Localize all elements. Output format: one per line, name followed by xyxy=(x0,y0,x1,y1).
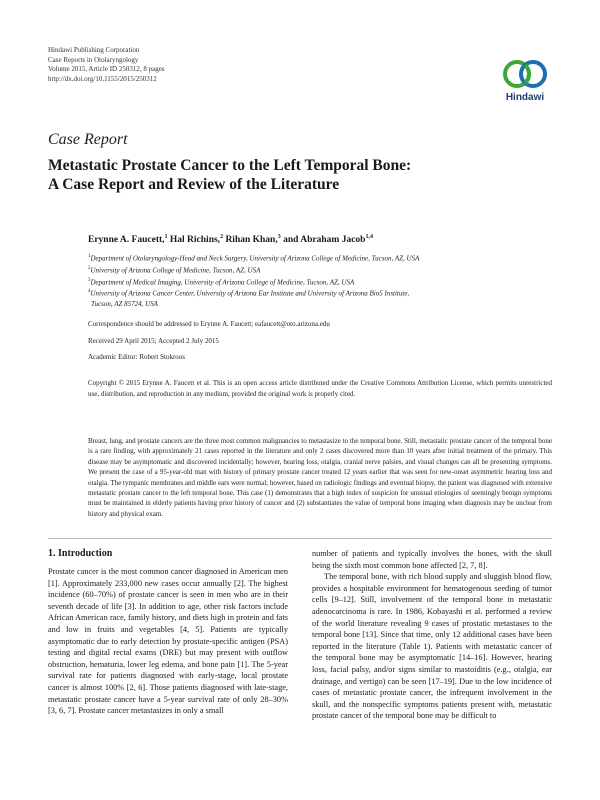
volume-info: Volume 2015, Article ID 250312, 8 pages xyxy=(48,65,165,73)
affiliation-list xyxy=(88,252,558,310)
affiliation-item: Tucson, AZ 85724, USA xyxy=(91,300,158,309)
doi-link[interactable]: http://dx.doi.org/10.1155/2015/250312 xyxy=(48,74,157,83)
journal-header xyxy=(48,46,165,84)
article-title xyxy=(48,156,528,194)
affiliation-item: $^3$Department of Medical Imaging, University of Arizona College of Medicine, Tucson, AZ, USA xyxy=(88,277,355,286)
abstract: Breast, lung, and prostate cancers are the three most common malignancies to metastasize to the temporal bone. Still, metastatic prostate cancer of the temporal bone is a rare finding, with approximately 21 cases reported in the literature and only 2 cases discovered more than 10 years after initial treatment of the primary. This disease may be asymptomatic and discovered incidentally; however, hearing loss, otalgia, cranial nerve palsies, and visual changes can all be presenting symptoms. We present the case of a 95-year-old man with history of primary prostate cancer treated 12 years earlier that was seen for new-onset asymmetric hearing loss and otalgia. The tympanic membranes and middle ears were normal; however, based on radiologic findings and eventual biopsy, the patient was diagnosed with extensive metastatic prostate cancer to the left temporal bone. This case (1) demonstrates that a high index of suspicion for unusual etiologies of seemingly benign symptoms must be maintained in elderly patients having prior history of cancer and (2) substantiates the value of temporal bone imaging when diagnosis may be unclear from history and physical exam. xyxy=(88,437,552,518)
academic-editor: Academic Editor: Robert Stokroos xyxy=(88,353,186,361)
author-name: Hal Richins, xyxy=(169,235,221,246)
correspondence-note: Correspondence should be addressed to Erynne A. Faucett; eafaucett@oto.arizona.edu xyxy=(88,320,330,328)
body-column-right xyxy=(312,548,552,722)
journal-name: Case Reports in Otolaryngology xyxy=(48,55,139,64)
copyright-notice: Copyright © 2015 Erynne A. Faucett et al. This is an open access article distributed under the Creative Commons Attribution License, which permits unrestricted use, distribution, and reproduction in any medium, provided the original work is properly cited. xyxy=(88,379,552,398)
section-heading-introduction: 1. Introduction xyxy=(48,548,113,559)
title-line-2: A Case Report and Review of the Literature xyxy=(48,176,340,193)
author-affil-sup: 1 xyxy=(164,234,168,240)
body-column-left xyxy=(48,548,288,717)
affiliation-item: $^4$University of Arizona Cancer Center, University of Arizona Ear Institute and University of Arizona Bio5 Institute, xyxy=(88,289,410,298)
author-name: Rihan Khan, xyxy=(225,235,278,246)
author-list xyxy=(88,234,373,245)
author-name: and Abraham Jacob xyxy=(283,235,366,246)
body-paragraph: The temporal bone, with rich blood supply and sluggish blood flow, provides a hospitable environment for hematogenous seeding of tumor cells [9–12]. Still, involvement of the temporal bone in metastatic adenocarcinoma is rare. In 1986, Kobayashi et al. performed a review of the world literature revealing 9 cases of prostatic metastases to the temporal bone [13]. Since that time, only 12 additional cases have been reported in the literature (Table 1). Patients with metastatic cancer of the temporal bone may be asymptomatic [14–16]. However, hearing loss, facial palsy, and/or signs similar to mastoiditis (e.g., otalgia, ear drainage, and vertigo) can be seen [17–19]. Due to the low incidence of cases of metastatic prostate cancer, the infrequent involvement in the skull, and the nonspecific symptoms patients present with, metastatic prostate cancer of the temporal bone may be difficult to xyxy=(312,572,552,721)
publisher-name: Hindawi Publishing Corporation xyxy=(48,46,140,54)
title-line-1: Metastatic Prostate Cancer to the Left Temporal Bone: xyxy=(48,157,412,174)
received-accepted-dates: Received 29 April 2015; Accepted 2 July 2015 xyxy=(88,337,219,345)
author-affil-sup: 1,4 xyxy=(365,234,373,240)
author-affil-sup: 3 xyxy=(277,234,281,240)
body-paragraph: number of patients and typically involves the bones, with the skull being the sixth most common bone affected [2, 7, 8]. xyxy=(312,549,552,570)
author-affil-sup: 2 xyxy=(220,234,224,240)
section-divider xyxy=(48,538,552,539)
affiliation-item: $^2$University of Arizona College of Medicine, Tucson, AZ, USA xyxy=(88,265,261,275)
hindawi-logo-text: Hindawi xyxy=(505,92,545,103)
affiliation-item: $^1$Department of Otolaryngology-Head and Neck Surgery, University of Arizona College of Medicine, Tucson, AZ, USA xyxy=(88,254,420,263)
article-type: Case Report xyxy=(48,131,128,148)
body-paragraph: Prostate cancer is the most common cancer diagnosed in American men [1]. Approximately 233,000 new cases occur annually [2]. The highest incidence (60–70%) of prostate cancer is seen in men who are in their seventh decade of life [3]. In addition to age, other risk factors include African American race, family history, and diets high in protein and fats and low in fruits and vegetables [4, 5]. Patients are typically asymptomatic due to early detection by prostate-specific antigen (PSA) testing and digital rectal exams (DRE) but may present with outflow obstruction, hematuria, lower leg edema, and bone pain [1]. The 5-year survival rate for patients diagnosed with early-stage, local prostate cancer is almost 100% [2, 6]. Those patients diagnosed with late-stage, metastatic prostate cancer have a 5-year survival rate of only 28–30% [3, 6, 7]. Prostate cancer metastasizes in only a small xyxy=(48,567,288,716)
author-name: Erynne A. Faucett, xyxy=(88,235,165,246)
